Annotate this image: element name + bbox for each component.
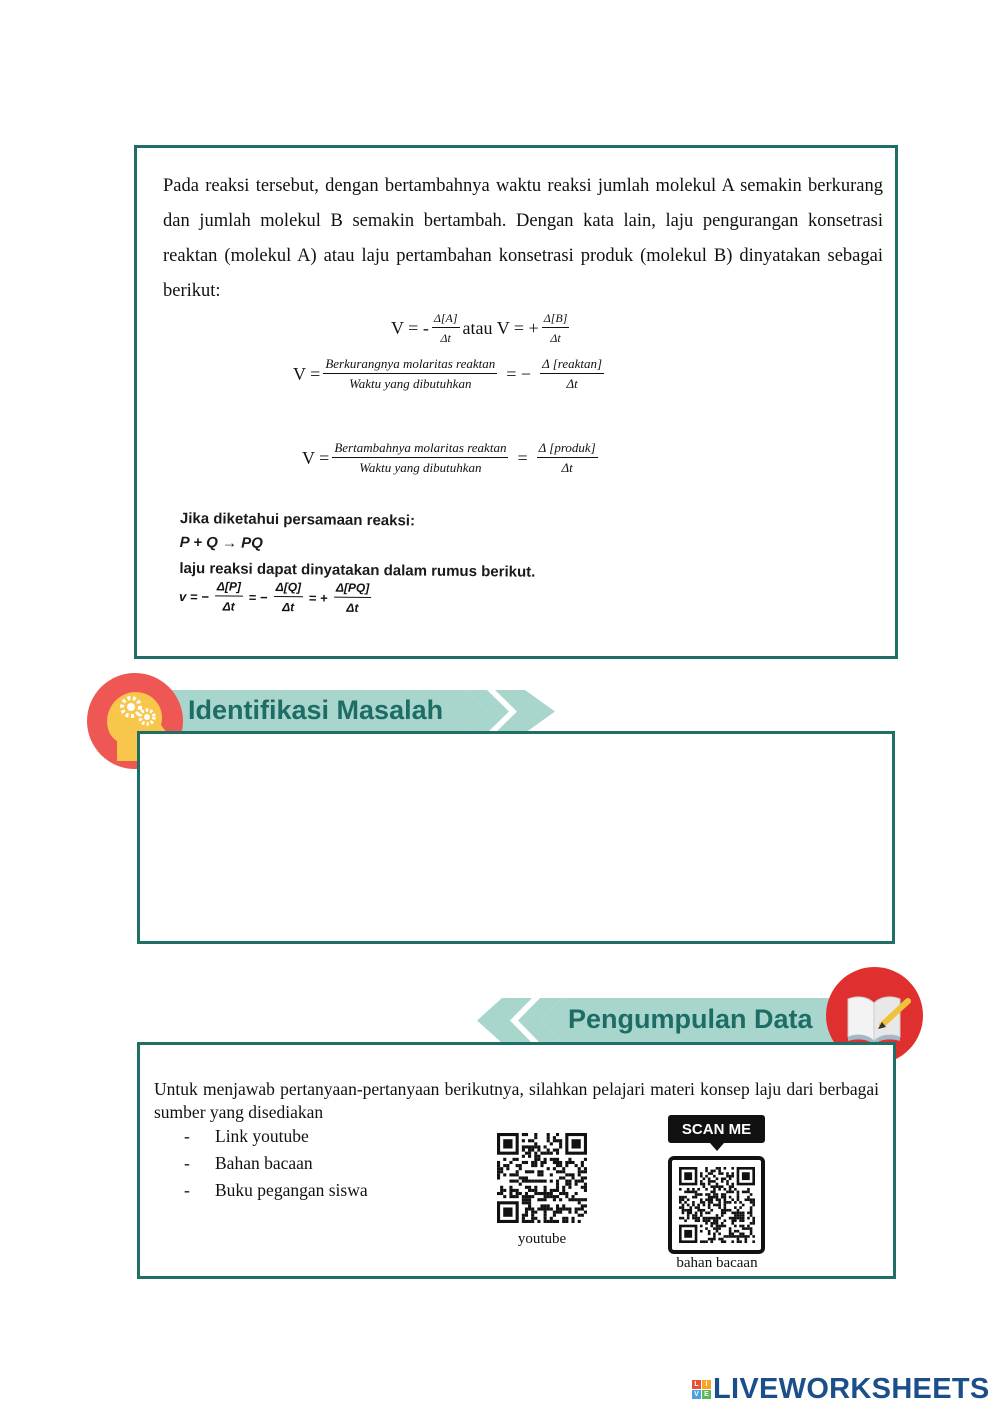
eq2-f1-num: Berkurangnya molaritas reaktan	[323, 356, 497, 374]
eq2-f1-den: Waktu yang dibutuhkan	[349, 376, 472, 391]
eq3-f2-num: Δ [produk]	[537, 440, 598, 458]
source-list	[184, 1123, 368, 1204]
example-reaction: P + Q → PQ	[179, 533, 263, 552]
example-op3: = +	[308, 589, 328, 606]
equation-rate-ab	[391, 310, 572, 346]
youtube-qr-caption: youtube	[517, 1231, 567, 1247]
eq3-fraction-words	[332, 440, 508, 476]
example-f1-den: Δt	[222, 599, 235, 614]
eq3-lead: V =	[302, 447, 330, 468]
scan-me-label: SCAN ME	[668, 1115, 765, 1143]
eq3-fraction-delta	[537, 440, 598, 476]
eq2-mid: = −	[506, 363, 532, 384]
example-op2: = −	[248, 589, 268, 605]
logo-letter: L	[692, 1380, 701, 1389]
example-lead: v = −	[179, 588, 209, 604]
eq2-fraction-delta	[540, 356, 604, 392]
reaction-rate-box	[134, 145, 898, 659]
eq3-f1-den: Waktu yang dibutuhkan	[359, 460, 482, 475]
eq3-mid: =	[517, 447, 528, 468]
eq1-f1-den: Δt	[440, 331, 451, 345]
eq2-f2-num: Δ [reaktan]	[540, 356, 604, 374]
list-dash: -	[184, 1126, 190, 1146]
logo-letter: E	[702, 1390, 711, 1399]
intro-paragraph: Pada reaksi tersebut, dengan bertambahnya waktu reaksi jumlah molekul A semakin berkurang dan jumlah molekul B semakin bertambah. Dengan kata lain, laju pengurangan konsetrasi reaktan (molekul A) atau laju pertambahan konsetrasi produk (molekul B) dinyatakan sebagai berikut:	[163, 176, 883, 301]
list-item	[184, 1150, 368, 1177]
list-item-text: Link youtube	[215, 1126, 309, 1146]
pengumpulan-title: Pengumpulan Data	[568, 1004, 813, 1034]
example-f2-num: Δ[Q]	[274, 579, 304, 597]
logo-letter: I	[702, 1380, 711, 1389]
logo-letter: V	[692, 1390, 701, 1399]
example-f3-num: Δ[PQ]	[334, 580, 372, 598]
eq3-f1-num: Bertambahnya molaritas reaktan	[332, 440, 508, 458]
pengumpulan-paragraph: Untuk menjawab pertanyaan-pertanyaan berikutnya, silahkan pelajari materi konsep laju dari berbagai sumber yang disediakan	[154, 1079, 879, 1122]
list-dash: -	[184, 1180, 190, 1200]
list-item	[184, 1123, 368, 1150]
list-dash: -	[184, 1153, 190, 1173]
bahan-bacaan-qr-caption: bahan bacaan	[676, 1255, 758, 1271]
example-block	[179, 510, 580, 634]
bahan-bacaan-qr-code[interactable]	[679, 1167, 755, 1243]
equation-rate-product	[302, 440, 601, 476]
example-f3	[334, 580, 372, 616]
liveworksheets-logo[interactable]	[692, 1373, 990, 1406]
eq2-f2-den: Δt	[566, 376, 578, 391]
identifikasi-title: Identifikasi Masalah	[188, 695, 444, 725]
eq1-fraction-b	[542, 310, 570, 346]
identifikasi-answer-box[interactable]	[137, 731, 895, 944]
example-f1	[215, 578, 243, 614]
pengumpulan-box	[137, 1042, 896, 1279]
list-item-text: Buku pegangan siswa	[215, 1180, 368, 1200]
youtube-qr-code[interactable]	[497, 1133, 587, 1223]
eq1-f2-den: Δt	[550, 331, 561, 345]
eq2-fraction-words	[323, 356, 497, 392]
example-formula	[179, 578, 377, 616]
eq2-lead: V =	[293, 363, 321, 384]
list-item-text: Bahan bacaan	[215, 1153, 313, 1173]
equation-rate-reactant	[293, 356, 607, 392]
example-f2	[273, 579, 303, 615]
eq1-f2-num: Δ[B]	[542, 310, 570, 328]
eq1-lead: V = -	[391, 317, 429, 338]
eq3-f2-den: Δt	[561, 460, 573, 475]
example-f1-num: Δ[P]	[215, 578, 243, 596]
liveworksheets-icon	[692, 1380, 711, 1399]
eq1-mid: atau V = +	[462, 317, 539, 338]
eq1-f1-num: Δ[A]	[432, 310, 460, 328]
eq1-fraction-a	[432, 310, 460, 346]
example-f2-den: Δt	[282, 600, 295, 615]
example-line2: laju reaksi dapat dinyatakan dalam rumus berikut.	[179, 559, 536, 581]
list-item	[184, 1177, 368, 1204]
example-f3-den: Δt	[346, 600, 359, 615]
liveworksheets-brand: LIVEWORKSHEETS	[713, 1373, 990, 1405]
example-line1: Jika diketahui persamaan reaksi:	[179, 510, 416, 530]
